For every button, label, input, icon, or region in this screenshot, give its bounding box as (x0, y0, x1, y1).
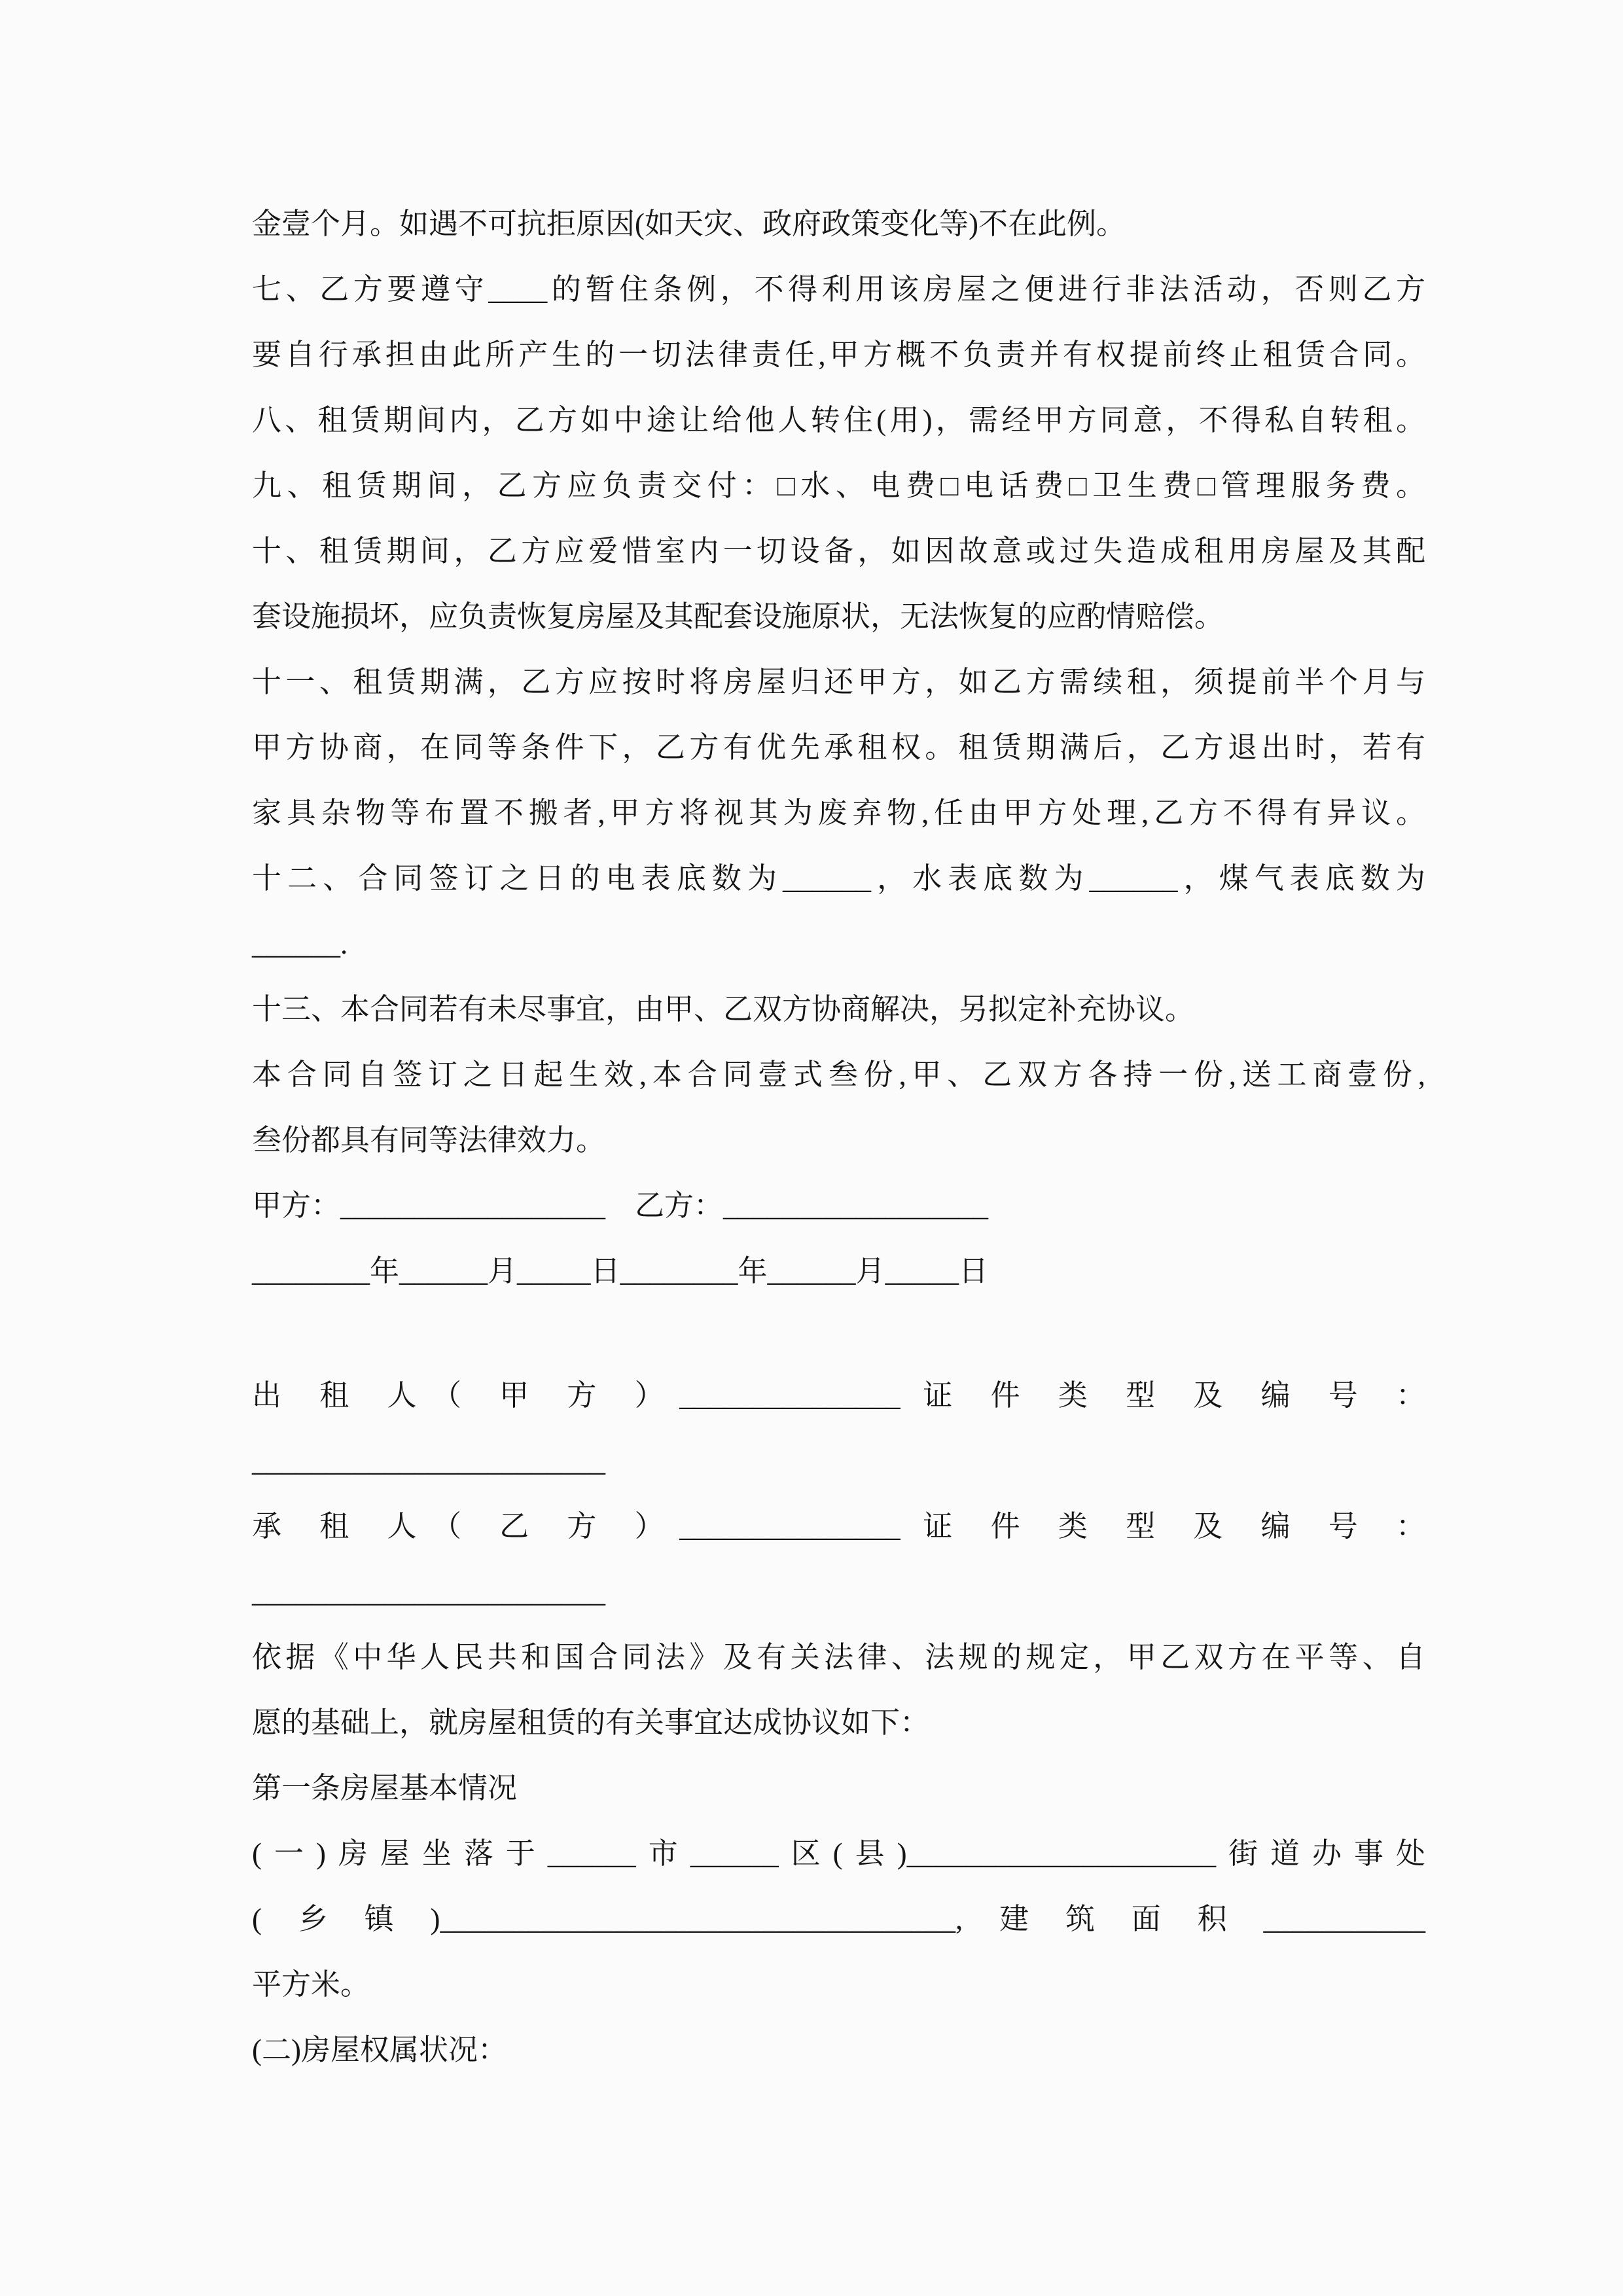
clause-10-line-1: 十、租赁期间，乙方应爱惜室内一切设备，如因故意或过失造成租用房屋及其配 (252, 535, 1425, 567)
clause-11-line-3: 家具杂物等布置不搬者,甲方将视其为废弃物,任由甲方处理,乙方不得有异议。 (252, 797, 1425, 829)
continuation-line: 金壹个月。如遇不可抗拒原因(如天灾、政府政策变化等)不在此例。 (252, 207, 1126, 240)
clause-11-line-1: 十一、租赁期满，乙方应按时将房屋归还甲方，如乙方需续租，须提前半个月与 (252, 666, 1425, 698)
house-ownership-line: (二)房屋权属状况： (252, 2034, 507, 2066)
lessee-id-underline: ________________________ (252, 1575, 605, 1608)
lessor-id-underline: ________________________ (252, 1444, 605, 1477)
house-location-line-2: (乡镇)___________________________________,建筑面积___________ (252, 1903, 1425, 1935)
clause-13-line: 十三、本合同若有未尽事宜，由甲、乙双方协商解决，另拟定补充协议。 (252, 993, 1195, 1026)
clause-9-fees-line: 九、租赁期间，乙方应负责交付：□水、电费□电话费□卫生费□管理服务费。 (252, 469, 1425, 502)
date-line: ________年______月_____日________年______月_____日 (252, 1255, 989, 1287)
lessee-info-line: 承 租 人（ 乙 方 ）_______________ 证 件 类 型 及 编 号 ： (252, 1510, 1425, 1543)
clause-7-line-1: 七、乙方要遵守____的暂住条例，不得利用该房屋之便进行非法活动，否则乙方 (252, 273, 1425, 306)
preamble-line-1: 依据《中华人民共和国合同法》及有关法律、法规的规定，甲乙双方在平等、自 (252, 1641, 1425, 1674)
validity-line-1: 本合同自签订之日起生效,本合同壹式叁份,甲、乙双方各持一份,送工商壹份, (252, 1058, 1425, 1091)
clause-10-line-2: 套设施损坏，应负责恢复房屋及其配套设施原状，无法恢复的应酌情赔偿。 (252, 600, 1224, 633)
lessor-info-line: 出 租 人（ 甲 方 ）_______________ 证 件 类 型 及 编 号 ： (252, 1379, 1425, 1412)
clause-8-line: 八、租赁期间内，乙方如中途让给他人转住(用)，需经甲方同意，不得私自转租。 (252, 404, 1425, 437)
preamble-line-2: 愿的基础上，就房屋租赁的有关事宜达成协议如下： (252, 1706, 930, 1739)
house-location-line-1: (一)房屋坐落于______市______区(县)_____________________街道办事处 (252, 1837, 1425, 1870)
clause-12-blank-line: ______. (252, 927, 348, 960)
party-signature-line: 甲方：__________________ 乙方：__________________ (252, 1189, 989, 1222)
article-1-heading: 第一条房屋基本情况 (252, 1772, 518, 1804)
clause-7-line-2: 要自行承担由此所产生的一切法律责任,甲方概不负责并有权提前终止租赁合同。 (252, 338, 1425, 371)
clause-11-line-2: 甲方协商，在同等条件下，乙方有优先承租权。租赁期满后，乙方退出时，若有 (252, 731, 1425, 764)
house-location-line-3: 平方米。 (252, 1968, 370, 2001)
clause-12-meters-line: 十二、合同签订之日的电表底数为______，水表底数为______，煤气表底数为 (252, 862, 1425, 895)
validity-line-2: 叁份都具有同等法律效力。 (252, 1124, 606, 1157)
